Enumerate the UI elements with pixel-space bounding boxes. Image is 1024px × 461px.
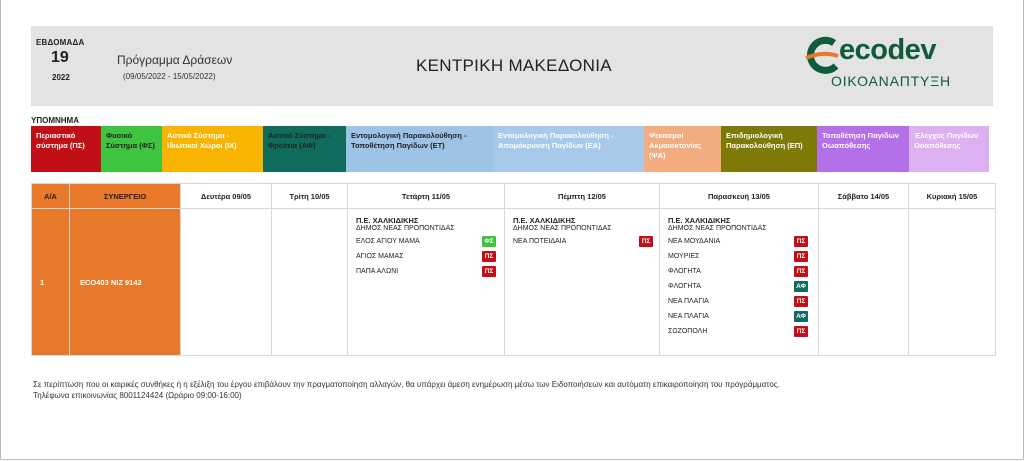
col-header-thu: Πέμπτη 12/05 — [505, 184, 660, 209]
location-name: ΜΟΥΡΙΕΣ — [668, 252, 700, 260]
location-name: ΦΛΟΓΗΤΑ — [668, 282, 701, 290]
table-header-row — [32, 184, 996, 209]
col-header-tue: Τρίτη 10/05 — [272, 184, 348, 209]
system-badge: ΠΣ — [794, 326, 808, 337]
location-item — [356, 265, 504, 277]
system-badge: ΠΣ — [794, 296, 808, 307]
system-badge: ΦΣ — [482, 236, 496, 247]
cell-wed — [348, 209, 505, 356]
col-header-team: ΣΥΝΕΡΓΕΙΟ — [70, 184, 181, 209]
area-prefecture: Π.Ε. ΧΑΛΚΙΔΙΚΗΣ — [668, 216, 731, 225]
location-item — [668, 325, 818, 337]
col-header-fri: Παρασκευή 13/05 — [660, 184, 819, 209]
legend-item: Περιαστικό σύστημα (ΠΣ) — [31, 126, 101, 172]
week-number: 19 — [51, 49, 69, 66]
legend-title: ΥΠΟΜΝΗΜΑ — [31, 116, 79, 125]
location-name: ΦΛΟΓΗΤΑ — [668, 267, 701, 275]
col-header-sat: Σάββατο 14/05 — [819, 184, 909, 209]
area-municipality: ΔΗΜΟΣ ΝΕΑΣ ΠΡΟΠΟΝΤΙΔΑΣ — [356, 225, 455, 232]
col-header-mon: Δευτέρα 09/05 — [181, 184, 272, 209]
week-label: ΕΒΔΟΜΑΔΑ — [36, 38, 85, 47]
system-badge: ΠΣ — [639, 236, 653, 247]
location-list — [505, 235, 659, 247]
footer-note — [33, 379, 780, 401]
logo-subtitle: ΟΙΚΟΑΝΑΠΤΥΞΗ — [831, 73, 951, 89]
location-item — [668, 280, 818, 292]
location-item — [668, 265, 818, 277]
area-municipality: ΔΗΜΟΣ ΝΕΑΣ ΠΡΟΠΟΝΤΙΔΑΣ — [668, 225, 767, 232]
header — [31, 26, 993, 106]
system-badge: ΠΣ — [794, 236, 808, 247]
location-item — [356, 250, 504, 262]
col-header-sun: Κυριακή 15/05 — [909, 184, 996, 209]
legend-item: Ψεκασμοί Ακμαιοκτονίας (ΨΑ) — [644, 126, 721, 172]
legend-item: Επιδημιολογική Παρακολούθηση (ΕΠ) — [721, 126, 817, 172]
row-team: ECO403 ΝΙΖ 9142 — [70, 209, 181, 356]
cell-thu — [505, 209, 660, 356]
row-aa: 1 — [32, 209, 70, 356]
location-name: ΣΩΖΟΠΟΛΗ — [668, 327, 708, 335]
cell-sun — [909, 209, 996, 356]
location-name: ΝΕΑ ΠΛΑΓΙΑ — [668, 312, 709, 320]
location-name: ΝΕΑ ΜΟΥΔΑΝΙΑ — [668, 237, 721, 245]
footer-line-2: Τηλέφωνα επικοινωνίας 8001124424 (Ωράριο 09:00-16:00) — [33, 391, 242, 400]
location-item — [668, 295, 818, 307]
ecodev-logo — [804, 34, 984, 98]
location-name: ΠΑΠΑ ΑΛΩΝΙ — [356, 267, 399, 275]
footer-line-1: Σε περίπτωση που οι καιρικές συνθήκες ή η εξέλιξη του έργου επιβάλουν την πραγματοποίηση αλλαγών, θα υπάρχει άμεση ενημέρωση μέσω των Ειδοποιήσεων και αυτόματη επικαιροποίηση του προγράμματος. — [33, 380, 780, 389]
week-year: 2022 — [52, 73, 70, 82]
legend-item: Έλεγχος Παγίδων Οοαπόθεσης — [909, 126, 989, 172]
program-title: Πρόγραμμα Δράσεων — [117, 53, 233, 67]
system-badge: ΠΣ — [794, 266, 808, 277]
legend-item: Τοποθέτηση Παγίδων Οωαπόθεσης — [817, 126, 909, 172]
system-badge: ΑΦ — [794, 281, 808, 292]
system-badge: ΠΣ — [482, 251, 496, 262]
col-header-aa: Α/Α — [32, 184, 70, 209]
legend-item: Φυσικό Σύστημα (ΦΣ) — [101, 126, 162, 172]
cell-mon — [181, 209, 272, 356]
cell-tue — [272, 209, 348, 356]
date-range: (09/05/2022 - 15/05/2022) — [123, 72, 216, 81]
location-item — [356, 235, 504, 247]
logo-mark-icon — [804, 36, 844, 76]
location-item — [668, 310, 818, 322]
cell-sat — [819, 209, 909, 356]
col-header-wed: Τετάρτη 11/05 — [348, 184, 505, 209]
legend-item: Αστικό Σύστημα - Ιδιωτικοί Χώροι (ΙΧ) — [162, 126, 263, 172]
legend-item: Εντομολογική Παρακολούθηση - Τοποθέτηση Παγίδων (ΕΤ) — [346, 126, 493, 172]
logo-word: ecodev — [839, 34, 936, 66]
region-title: ΚΕΝΤΡΙΚΗ ΜΑΚΕΔΟΝΙΑ — [416, 56, 612, 75]
location-item — [668, 250, 818, 262]
location-item — [513, 235, 659, 247]
system-badge: ΑΦ — [794, 311, 808, 322]
location-name: ΝΕΑ ΠΛΑΓΙΑ — [668, 297, 709, 305]
table-row — [32, 209, 996, 356]
location-list — [660, 235, 818, 337]
legend-item: Εντομολογική Παρακολούθηση - Απομάκρυνση Παγίδων (ΕΑ) — [493, 126, 644, 172]
location-item — [668, 235, 818, 247]
location-name: ΝΕΑ ΠΟΤΕΙΔΑΙΑ — [513, 237, 567, 245]
location-name: ΕΛΟΣ ΑΓΙΟΥ ΜΑΜΑ — [356, 237, 420, 245]
system-badge: ΠΣ — [482, 266, 496, 277]
location-name: ΑΓΙΟΣ ΜΑΜΑΣ — [356, 252, 404, 260]
system-badge: ΠΣ — [794, 251, 808, 262]
area-prefecture: Π.Ε. ΧΑΛΚΙΔΙΚΗΣ — [513, 216, 576, 225]
schedule-table — [31, 183, 996, 356]
legend — [31, 126, 989, 172]
area-municipality: ΔΗΜΟΣ ΝΕΑΣ ΠΡΟΠΟΝΤΙΔΑΣ — [513, 225, 612, 232]
cell-fri — [660, 209, 819, 356]
location-list — [348, 235, 504, 277]
area-prefecture: Π.Ε. ΧΑΛΚΙΔΙΚΗΣ — [356, 216, 419, 225]
legend-item: Αστικό Σύστημα - Φρεάτια (ΑΦ) — [263, 126, 346, 172]
